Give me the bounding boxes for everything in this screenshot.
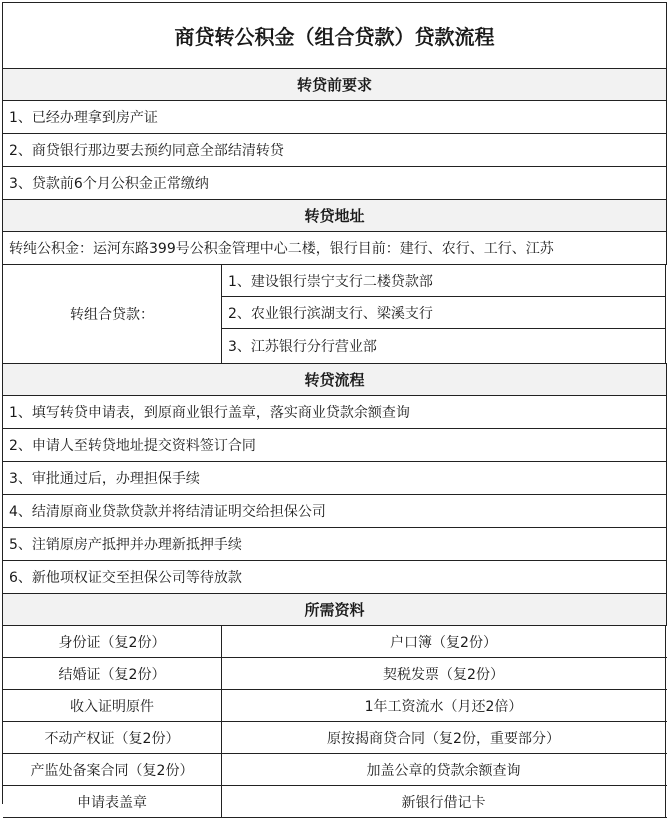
table-row: [3, 786, 667, 818]
combo-loan-label: 转组合贷款：: [3, 265, 222, 363]
material-item: 收入证明原件: [3, 690, 222, 721]
material-item: 加盖公章的贷款余额查询: [222, 754, 666, 785]
table-row: [3, 101, 667, 134]
table-row: [3, 462, 667, 495]
process-step: 2、申请人至转贷地址提交资料签订合同: [3, 429, 667, 461]
process-step: 3、审批通过后，办理担保手续: [3, 462, 667, 494]
table-row: [3, 754, 667, 786]
section-header-row: [3, 200, 667, 232]
table-row: [3, 626, 667, 658]
material-item: 申请表盖章: [3, 786, 222, 817]
material-item: 户口簿（复2份）: [222, 626, 666, 657]
table-row: [3, 232, 667, 265]
section-header-process: 转贷流程: [3, 364, 667, 395]
requirement-item: 1、已经办理拿到房产证: [3, 101, 667, 133]
section-header-requirements: 转贷前要求: [3, 69, 667, 100]
combo-bank-item: 3、江苏银行分行营业部: [228, 339, 377, 355]
requirement-item: 2、商贷银行那边要去预约同意全部结清转贷: [3, 134, 667, 166]
material-item: 身份证（复2份）: [3, 626, 222, 657]
loan-process-table: [2, 2, 667, 811]
table-row: [3, 722, 667, 754]
material-item: 1年工资流水（月还2倍）: [222, 690, 666, 721]
section-header-row: [3, 69, 667, 101]
combo-bank-item: 1、建设银行崇宁支行二楼贷款部: [222, 265, 665, 297]
process-step: 1、填写转贷申请表，到原商业银行盖章，落实商业贷款余额查询: [3, 396, 667, 428]
requirement-item: 3、贷款前6个月公积金正常缴纳: [3, 167, 667, 199]
section-header-address: 转贷地址: [3, 200, 667, 231]
table-row: [3, 690, 667, 722]
combo-bank-list: [222, 265, 666, 363]
section-header-row: [3, 594, 667, 626]
material-item: 契税发票（复2份）: [222, 658, 666, 689]
material-item: 新银行借记卡: [222, 786, 666, 817]
table-row: [3, 134, 667, 167]
material-item: 不动产权证（复2份）: [3, 722, 222, 753]
material-item: 结婚证（复2份）: [3, 658, 222, 689]
process-step: 5、注销原房产抵押并办理新抵押手续: [3, 528, 667, 560]
material-item: 原按揭商贷合同（复2份，重要部分）: [222, 722, 666, 753]
process-step: 4、结清原商业贷款贷款并将结清证明交给担保公司: [3, 495, 667, 527]
table-row: [3, 528, 667, 561]
combo-loan-row: [3, 265, 667, 364]
table-row: [3, 167, 667, 200]
page-title: 商贷转公积金（组合贷款）贷款流程: [3, 3, 667, 68]
table-row: [3, 658, 667, 690]
section-header-row: [3, 364, 667, 396]
table-row: [3, 561, 667, 594]
combo-bank-item: 2、农业银行滨湖支行、梁溪支行: [222, 297, 665, 329]
table-row: [3, 396, 667, 429]
pure-fund-address: 转纯公积金：运河东路399号公积金管理中心二楼，银行目前：建行、农行、工行、江苏: [3, 232, 667, 264]
process-step: 6、新他项权证交至担保公司等待放款: [3, 561, 667, 593]
material-item: 产监处备案合同（复2份）: [3, 754, 222, 785]
table-row: [3, 429, 667, 462]
section-header-materials: 所需资料: [3, 594, 667, 625]
table-row: [3, 495, 667, 528]
title-row: [3, 3, 667, 69]
